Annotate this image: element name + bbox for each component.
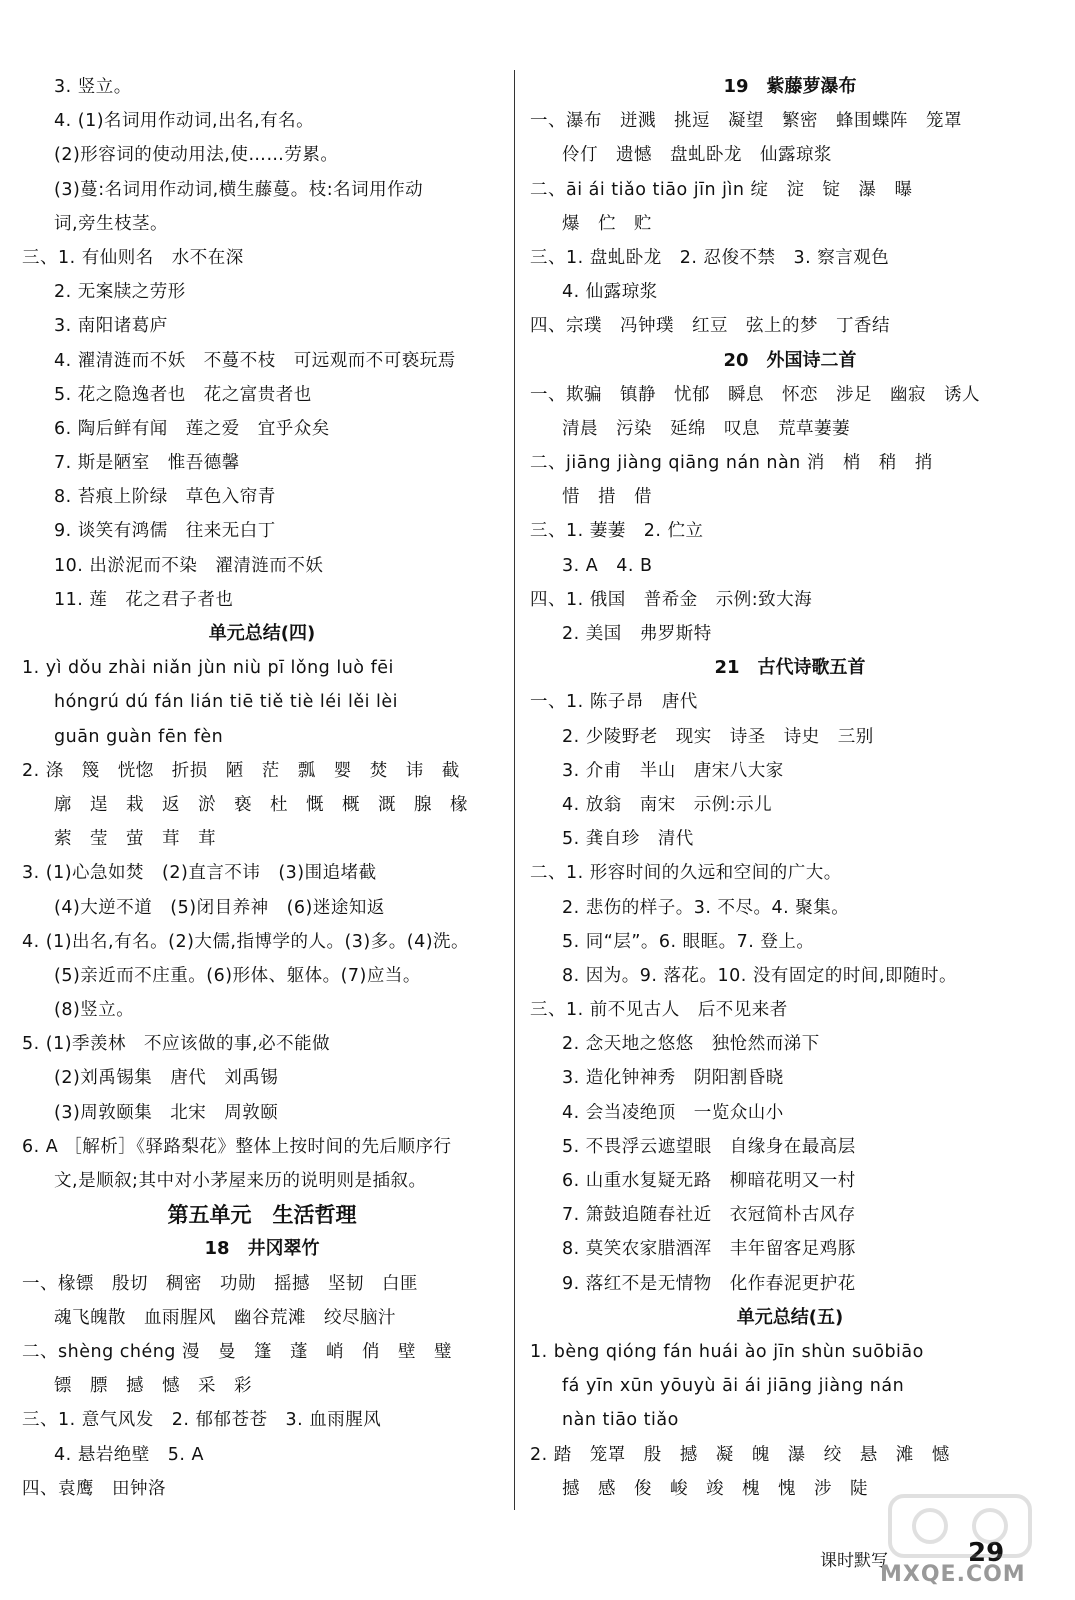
answer-line: 2. 踏 笼罩 殷 撼 凝 魄 瀑 绞 悬 滩 憾	[530, 1444, 950, 1465]
answer-line: 3. 竖立。	[54, 77, 132, 97]
answer-line: 镖 膘 撼 憾 采 彩	[54, 1376, 252, 1397]
right-column	[530, 70, 1050, 1506]
answer-line: 4. 仙露琼浆	[562, 282, 658, 303]
answer-line: 4. (1)出名,有名。(2)大儒,指博学的人。(3)多。(4)洗。	[22, 931, 470, 952]
answer-line: 四、袁鹰 田钟洛	[22, 1478, 166, 1499]
answer-line: 三、1. 意气风发 2. 郁郁苍苍 3. 血雨腥风	[22, 1410, 382, 1431]
footer-label: 课时默写	[820, 1551, 888, 1571]
answer-line: 7. 斯是陋室 惟吾德馨	[54, 453, 240, 474]
answer-line: 3. (1)心急如焚 (2)直言不讳 (3)围追堵截	[22, 863, 377, 884]
answer-line: (5)亲近而不庄重。(6)形体、躯体。(7)应当。	[54, 965, 421, 986]
answer-line: 6. 陶后鲜有闻 莲之爱 宜乎众矣	[54, 418, 330, 439]
answer-line: 2. 涤 篾 恍惚 折损 陋 茫 瓢 婴 焚 讳 截	[22, 760, 460, 781]
answer-line: 5. 不畏浮云遮望眼 自缘身在最高层	[562, 1136, 856, 1157]
section-heading: 单元总结(四)	[208, 623, 316, 644]
column-divider	[514, 70, 515, 1510]
answer-line: 二、1. 形容时间的久远和空间的广大。	[530, 863, 842, 884]
answer-line: 伶仃 遗憾 盘虬卧龙 仙露琼浆	[562, 145, 832, 166]
answer-line: 清晨 污染 延绵 叹息 荒草萋萋	[562, 418, 850, 439]
answer-line: 四、宗璞 冯钟璞 红豆 弦上的梦 丁香结	[530, 316, 890, 337]
answer-line: hóngrú dú fán lián tiē tiě tiè léi lěi lèi	[54, 692, 399, 713]
answer-line: 3. 介甫 半山 唐宋八大家	[562, 760, 784, 781]
answer-line: 2. 念天地之悠悠 独怆然而涕下	[562, 1034, 820, 1055]
section-heading: 18 井冈翠竹	[204, 1238, 320, 1260]
answer-line: (4)大逆不道 (5)闭目养神 (6)迷途知返	[54, 897, 385, 918]
answer-line: 5. (1)季羡林 不应该做的事,必不能做	[22, 1034, 331, 1055]
answer-line: 4. 悬岩绝壁 5. A	[54, 1444, 204, 1465]
section-heading: 20 外国诗二首	[723, 349, 857, 371]
answer-line: 一、1. 陈子昂 唐代	[530, 692, 698, 713]
answer-line: 4. 放翁 南宋 示例:示儿	[562, 794, 773, 815]
answer-line: 8. 因为。9. 落花。10. 没有固定的时间,即随时。	[562, 965, 957, 986]
left-column	[22, 70, 502, 1506]
answer-line: 10. 出淤泥而不染 濯清涟而不妖	[54, 555, 324, 576]
answer-line: 三、1. 前不见古人 后不见来者	[530, 1000, 788, 1021]
answer-line: 8. 莫笑农家腊酒浑 丰年留客足鸡豚	[562, 1239, 856, 1260]
answer-line: 9. 谈笑有鸿儒 往来无白丁	[54, 521, 276, 542]
answer-line: 2. 无案牍之劳形	[54, 282, 186, 303]
answer-line: 11. 莲 花之君子者也	[54, 589, 234, 610]
answer-line: 一、欺骗 镇静 忧郁 瞬息 怀恋 涉足 幽寂 诱人	[530, 384, 980, 405]
answer-line: (8)竖立。	[54, 1000, 135, 1021]
answer-line: 8. 苔痕上阶绿 草色入帘青	[54, 487, 276, 508]
answer-line: 三、1. 有仙则名 水不在深	[22, 247, 244, 268]
answer-line: 5. 花之隐逸者也 花之富贵者也	[54, 384, 312, 405]
answer-line: fá yīn xūn yōuyù āi ái jiāng jiàng nán	[562, 1376, 905, 1397]
answer-line: 4. (1)名词用作动词,出名,有名。	[54, 111, 315, 132]
answer-line: 魂飞魄散 血雨腥风 幽谷荒滩 绞尽脑汁	[54, 1307, 396, 1328]
answer-line: 爆 伫 贮	[562, 213, 652, 234]
answer-line: 3. 南阳诸葛庐	[54, 316, 168, 337]
answer-line: 一、瀑布 迸溅 挑逗 凝望 繁密 蜂围蝶阵 笼罩	[530, 111, 962, 132]
answer-line: 5. 龚自珍 清代	[562, 829, 694, 850]
answer-line: 三、1. 萋萋 2. 伫立	[530, 521, 704, 542]
section-heading: 第五单元 生活哲理	[167, 1203, 357, 1228]
watermark-text: MXQE.COM	[880, 1562, 1026, 1587]
answer-line: 2. 悲伤的样子。3. 不尽。4. 聚集。	[562, 897, 850, 918]
answer-line: 四、1. 俄国 普希金 示例:致大海	[530, 589, 813, 610]
answer-line: 7. 箫鼓追随春社近 衣冠简朴古风存	[562, 1205, 856, 1226]
answer-line: 文,是顺叙;其中对小茅屋来历的说明则是插叙。	[54, 1171, 427, 1191]
answer-line: guān guàn fēn fèn	[54, 726, 224, 747]
answer-line: 一、椽镖 殷切 稠密 功勋 摇撼 坚韧 白匪	[22, 1273, 418, 1294]
answer-line: (3)周敦颐集 北宋 周敦颐	[54, 1102, 279, 1123]
section-heading: 单元总结(五)	[736, 1306, 844, 1328]
answer-line: 二、jiāng jiàng qiāng nán nàn 消 梢 稍 捎	[530, 453, 933, 474]
answer-line: 惜 措 借	[562, 487, 652, 508]
answer-line: 5. 同“层”。6. 眼眶。7. 登上。	[562, 931, 815, 952]
answer-line: 6. A ［解析］《驿路梨花》整体上按时间的先后顺序行	[22, 1136, 452, 1157]
answer-line: 4. 会当凌绝顶 一览众山小	[562, 1102, 784, 1123]
answer-line: 9. 落红不是无情物 化作春泥更护花	[562, 1273, 856, 1294]
section-heading: 21 古代诗歌五首	[714, 657, 866, 679]
answer-line: (2)形容词的使动用法,使……劳累。	[54, 145, 339, 166]
answer-line: 撼 感 俊 峻 竣 槐 愧 涉 陡	[562, 1478, 868, 1499]
answer-line: 萦 莹 萤 茸 茸	[54, 829, 216, 850]
answer-line: 词,旁生枝茎。	[54, 213, 169, 234]
answer-line: 二、āi ái tiǎo tiāo jīn jìn 绽 淀 锭 瀑 曝	[530, 179, 913, 200]
answer-line: (3)蔓:名词用作动词,横生藤蔓。枝:名词用作动	[54, 179, 424, 200]
answer-line: 廓 逞 栽 返 淤 亵 杜 慨 概 溉 腺 椽	[54, 794, 468, 815]
answer-line: nàn tiāo tiǎo	[562, 1410, 679, 1431]
answer-line: 2. 少陵野老 现实 诗圣 诗史 三别	[562, 726, 874, 747]
answer-line: 1. bèng qióng fán huái ào jīn shùn suōbiāo	[530, 1341, 924, 1362]
answer-line: 4. 濯清涟而不妖 不蔓不枝 可远观而不可亵玩焉	[54, 350, 456, 371]
answer-line: 二、shèng chéng 漫 曼 篷 蓬 峭 俏 壁 璧	[22, 1341, 452, 1362]
answer-line: (2)刘禹锡集 唐代 刘禹锡	[54, 1068, 279, 1089]
section-heading: 19 紫藤萝瀑布	[723, 76, 857, 97]
answer-line: 1. yì dǒu zhài niǎn jùn niù pī lǒng luò fēi	[22, 658, 394, 679]
answer-line: 3. 造化钟神秀 阴阳割昏晓	[562, 1068, 784, 1089]
answer-line: 3. A 4. B	[562, 555, 653, 576]
page-number: 29	[968, 1538, 1005, 1568]
answer-line: 2. 美国 弗罗斯特	[562, 624, 712, 644]
answer-line: 三、1. 盘虬卧龙 2. 忍俊不禁 3. 察言观色	[530, 247, 890, 268]
answer-line: 6. 山重水复疑无路 柳暗花明又一村	[562, 1171, 856, 1191]
